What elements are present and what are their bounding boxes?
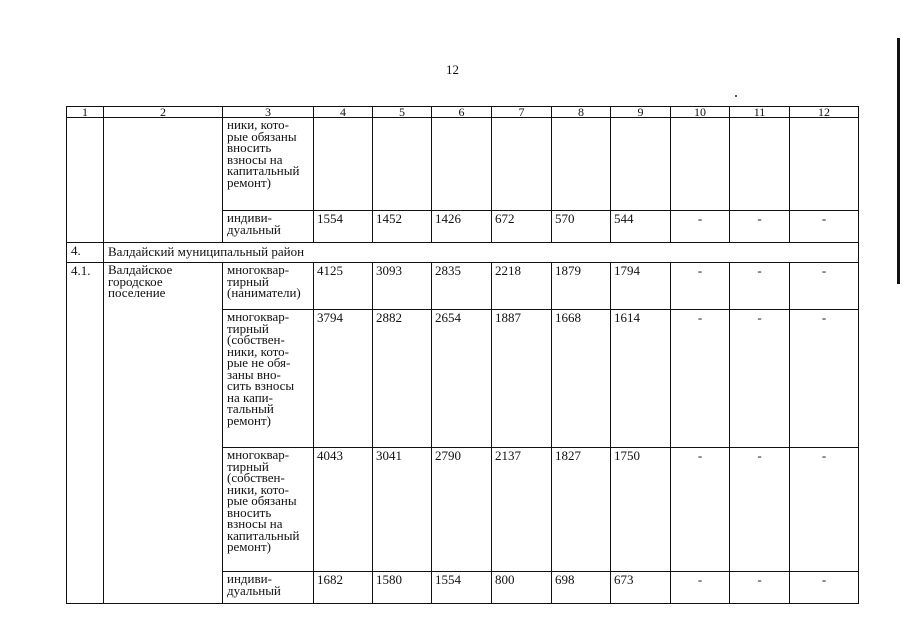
- housing-category-cell: [223, 211, 314, 243]
- settlement-cell: [104, 263, 223, 604]
- value-cell: -: [671, 263, 730, 310]
- value-cell: 673: [611, 572, 671, 604]
- housing-category-cell: [223, 448, 314, 572]
- table-row: [67, 263, 859, 310]
- value-cell: 1554: [432, 572, 492, 604]
- scan-speck: [735, 95, 737, 97]
- column-number: 12: [790, 107, 859, 118]
- value-cell: [671, 118, 730, 211]
- value-cell: 1750: [611, 448, 671, 572]
- table-row: [67, 118, 859, 211]
- value-cell: -: [671, 310, 730, 448]
- value-cell: 544: [611, 211, 671, 243]
- margin-rule: [897, 38, 900, 284]
- column-number: 9: [611, 107, 671, 118]
- housing-category-cell: [223, 263, 314, 310]
- value-cell: 1554: [314, 211, 373, 243]
- value-cell: 1668: [552, 310, 611, 448]
- value-cell: 1827: [552, 448, 611, 572]
- value-cell: 1879: [552, 263, 611, 310]
- value-cell: -: [730, 263, 790, 310]
- value-cell: [314, 118, 373, 211]
- value-cell: -: [790, 211, 859, 243]
- tariff-table: [66, 106, 859, 604]
- housing-category: индиви- дуальный: [227, 210, 281, 237]
- housing-category: многоквар- тирный (собствен- ники, кото- рые не обя- заны вно- сить взносы на капи- тальный ремонт): [227, 309, 295, 428]
- value-cell: 1794: [611, 263, 671, 310]
- value-cell: [432, 118, 492, 211]
- value-cell: 2790: [432, 448, 492, 572]
- settlement-cell: [104, 118, 223, 243]
- housing-category: многоквар- тирный (собствен- ники, кото- рые обязаны вносить взносы на капитальный ремонт): [227, 447, 300, 554]
- section-row: [67, 243, 859, 263]
- value-cell: 1452: [373, 211, 432, 243]
- value-cell: -: [730, 448, 790, 572]
- value-cell: 2218: [492, 263, 552, 310]
- value-cell: 1614: [611, 310, 671, 448]
- section-number: 4.: [67, 243, 104, 263]
- column-number: 3: [223, 107, 314, 118]
- value-cell: 4125: [314, 263, 373, 310]
- value-cell: 2835: [432, 263, 492, 310]
- column-number: 8: [552, 107, 611, 118]
- value-cell: [552, 118, 611, 211]
- value-cell: -: [790, 263, 859, 310]
- value-cell: -: [671, 572, 730, 604]
- value-cell: -: [790, 572, 859, 604]
- value-cell: -: [671, 448, 730, 572]
- value-cell: 2882: [373, 310, 432, 448]
- value-cell: -: [730, 211, 790, 243]
- value-cell: 698: [552, 572, 611, 604]
- column-number: 4: [314, 107, 373, 118]
- subsection-number: 4.1.: [67, 263, 104, 604]
- column-number: 5: [373, 107, 432, 118]
- housing-category-cell: [223, 310, 314, 448]
- value-cell: -: [671, 211, 730, 243]
- column-number: 1: [67, 107, 104, 118]
- value-cell: 570: [552, 211, 611, 243]
- value-cell: [790, 118, 859, 211]
- value-cell: [730, 118, 790, 211]
- housing-category-cell: [223, 118, 314, 211]
- column-number: 6: [432, 107, 492, 118]
- value-cell: [611, 118, 671, 211]
- value-cell: -: [790, 310, 859, 448]
- housing-category-cell: [223, 572, 314, 604]
- column-number-row: [67, 107, 859, 118]
- value-cell: 1426: [432, 211, 492, 243]
- value-cell: 1580: [373, 572, 432, 604]
- value-cell: 1682: [314, 572, 373, 604]
- value-cell: -: [730, 572, 790, 604]
- value-cell: 3041: [373, 448, 432, 572]
- column-number: 11: [730, 107, 790, 118]
- value-cell: 2654: [432, 310, 492, 448]
- value-cell: 3794: [314, 310, 373, 448]
- section-title: Валдайский муниципальный район: [104, 243, 859, 263]
- housing-category: многоквар- тирный (наниматели): [227, 262, 301, 300]
- page-number: 12: [446, 62, 459, 77]
- housing-category: индиви- дуальный: [227, 571, 281, 598]
- column-number: 2: [104, 107, 223, 118]
- value-cell: [373, 118, 432, 211]
- row-number-cell: [67, 118, 104, 243]
- value-cell: [492, 118, 552, 211]
- value-cell: 672: [492, 211, 552, 243]
- value-cell: 4043: [314, 448, 373, 572]
- value-cell: -: [730, 310, 790, 448]
- value-cell: 2137: [492, 448, 552, 572]
- column-number: 7: [492, 107, 552, 118]
- value-cell: -: [790, 448, 859, 572]
- value-cell: 3093: [373, 263, 432, 310]
- value-cell: 1887: [492, 310, 552, 448]
- column-number: 10: [671, 107, 730, 118]
- settlement-name: Валдайское городское поселение: [108, 262, 173, 300]
- housing-category: ники, кото- рые обязаны вносить взносы на капитальный ремонт): [227, 117, 300, 190]
- value-cell: 800: [492, 572, 552, 604]
